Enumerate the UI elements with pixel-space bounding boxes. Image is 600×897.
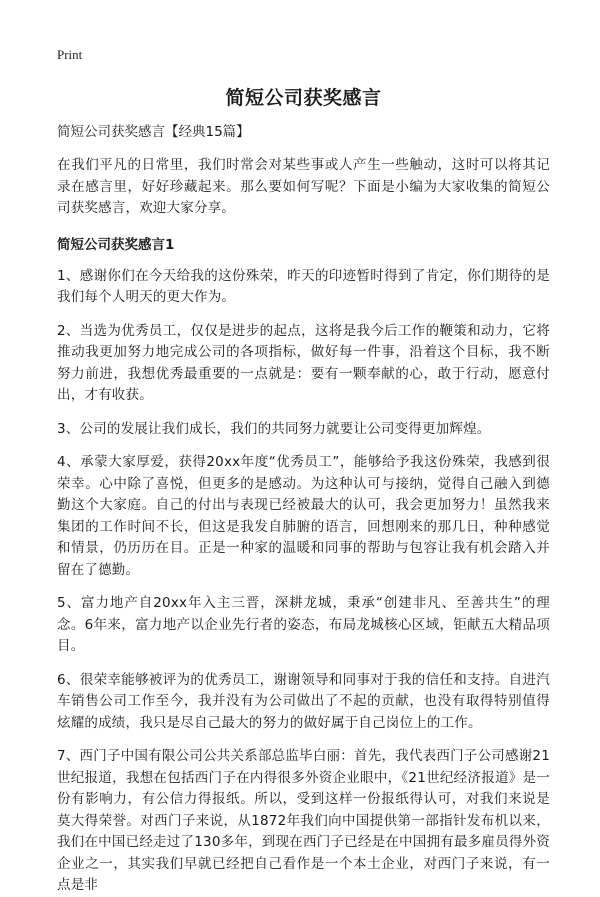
print-link[interactable]: Print [57, 47, 83, 62]
document-subtitle: 简短公司获奖感言【经典15篇】 [57, 124, 250, 140]
list-item: 4、承蒙大家厚爱，获得20xx年度“优秀员工”，能够给予我这份殊荣，我感到很荣幸。心中除了喜悦，但更多的是感动。为这种认可与接纳，觉得自己融入到德勤这个大家庭。自己的付出与表现已经被最大的认可，我会更加努力！虽然我来集团的工作时间不长，但这是我发自肺腑的语言，回想刚来的那几日，种种感觉和情景，仍历历在目。正是一种家的温暖和同事的帮助与包容让我有机会踏入并留在了德勤。 [57, 454, 550, 578]
list-item: 7、西门子中国有限公司公共关系部总监毕白丽：首先，我代表西门子公司感谢21世纪报道，我想在包括西门子在内得很多外资企业眼中，《21世纪经济报道》是一份有影响力，有公信力得报纸。所以，受到这样一份报纸得认可，对我们来说是莫大得荣誉。对西门子来说，从1872年我们向中国提供第一部指针发布机以来，我们在中国已经走过了130多年，到现在西门子已经是在中国拥有最多雇员得外资企业之一，其实我们早就已经把自己看作是一个本土企业，对西门子来说，有一点是非 [57, 748, 550, 893]
list-item: 2、当选为优秀员工，仅仅是进步的起点，这将是我今后工作的鞭策和动力，它将推动我更加努力地完成公司的各项指标，做好每一件事，沿着这个目标，我不断努力前进，我想优秀最重要的一点就是：要有一颗奉献的心，敢于行动，愿意付出，才有收获。 [57, 322, 550, 403]
list-item: 6、很荣幸能够被评为的优秀员工，谢谢领导和同事对于我的信任和支持。自进汽车销售公司工作至今，我并没有为公司做出了不起的贡献，也没有取得特别值得炫耀的成绩，我只是尽自己最大的努力的做好属于自己岗位上的工作。 [57, 671, 550, 731]
list-item: 3、公司的发展让我们成长，我们的共同努力就要让公司变得更加辉煌。 [57, 420, 491, 437]
list-item: 1、感谢你们在今天给我的这份殊荣，昨天的印迹暂时得到了肯定，你们期待的是我们每个人明天的更大作为。 [57, 267, 550, 305]
article-body [57, 266, 550, 897]
list-item: 5、富力地产自20xx年入主三晋，深耕龙城，秉承“创建非凡、至善共生”的理念。6年来，富力地产以企业先行者的姿态，布局龙城核心区域，钜献五大精品项目。 [57, 595, 550, 654]
section-heading: 简短公司获奖感言1 [57, 236, 175, 253]
intro-paragraph: 在我们平凡的日常里，我们时常会对某些事或人产生一些触动，这时可以将其记录在感言里，好好珍藏起来。那么要如何写呢？下面是小编为大家收集的简短公司获奖感言，欢迎大家分享。 [57, 157, 550, 216]
page-title: 简短公司获奖感言 [225, 87, 382, 109]
